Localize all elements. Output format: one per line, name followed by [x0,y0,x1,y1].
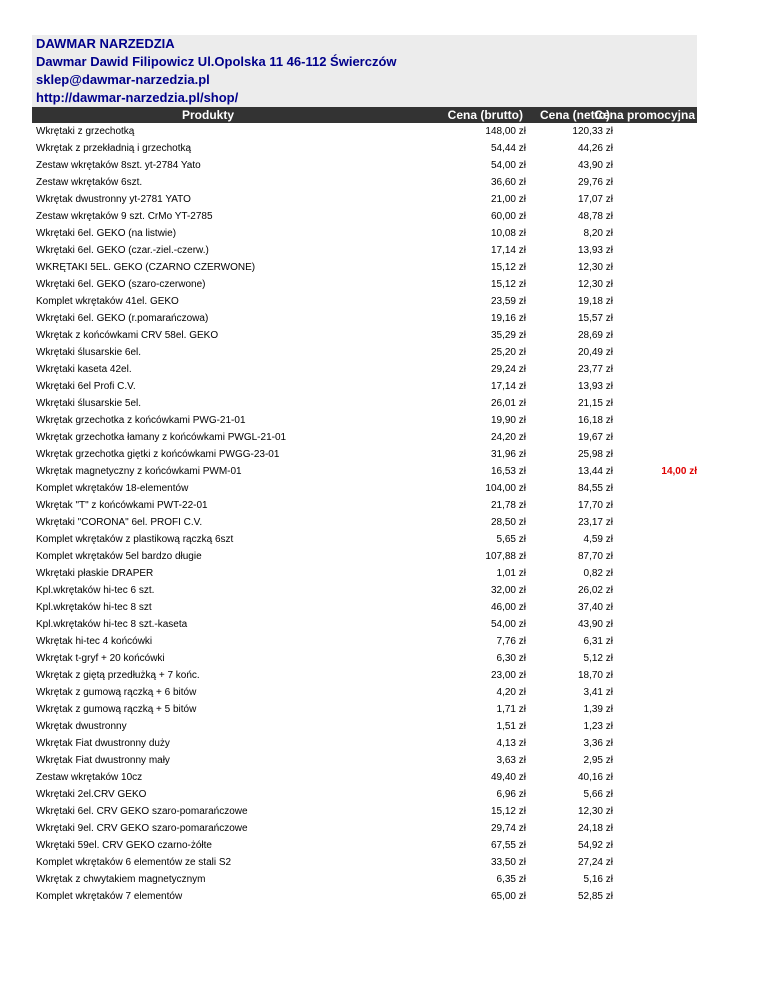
price-netto: 12,30 zł [577,279,613,290]
company-url-link[interactable]: http://dawmar-narzedzia.pl/shop/ [36,90,239,105]
product-name: Wkrętak z gumową rączką + 6 bitów [36,687,197,698]
price-netto: 6,31 zł [583,636,613,647]
table-row [32,379,697,396]
product-name: Wkrętak hi-tec 4 końcówki [36,636,153,647]
product-name: Kpl.wkrętaków hi-tec 6 szt. [36,585,155,596]
price-brutto: 6,30 zł [496,653,526,664]
price-netto: 23,77 zł [577,364,613,375]
product-name: Wkrętaki z grzechotką [36,126,135,137]
company-name-bar [32,35,697,53]
price-brutto: 65,00 zł [490,891,526,902]
table-row [32,294,697,311]
table-row [32,651,697,668]
product-name: Wkrętak grzechotka łamany z końcówkami PWGL-21-01 [36,432,287,443]
table-row [32,872,697,889]
table-row [32,430,697,447]
table-row [32,753,697,770]
price-brutto: 21,78 zł [490,500,526,511]
price-brutto: 54,00 zł [490,160,526,171]
product-name: Wkrętak z przekładnią i grzechotką [36,143,192,154]
table-row [32,175,697,192]
price-netto: 1,23 zł [583,721,613,732]
product-name: Wkrętaki kaseta 42el. [36,364,132,375]
price-brutto: 36,60 zł [490,177,526,188]
price-brutto: 35,29 zł [490,330,526,341]
price-netto: 37,40 zł [577,602,613,613]
price-brutto: 4,13 zł [496,738,526,749]
product-name: Wkrętak magnetyczny z końcówkami PWM-01 [36,466,242,477]
price-brutto: 6,96 zł [496,789,526,800]
product-name: Wkrętaki 9el. CRV GEKO szaro-pomarańczowe [36,823,248,834]
table-row [32,311,697,328]
price-brutto: 26,01 zł [490,398,526,409]
email-bar [32,71,697,89]
price-netto: 4,59 zł [583,534,613,545]
column-header-promo: Cena promocyjna [594,108,695,122]
table-row [32,600,697,617]
product-name: Wkrętaki "CORONA" 6el. PROFI C.V. [36,517,203,528]
price-netto: 13,44 zł [577,466,613,477]
price-netto: 120,33 zł [572,126,613,137]
price-brutto: 3,63 zł [496,755,526,766]
table-row [32,464,697,481]
table-row [32,243,697,260]
price-netto: 19,67 zł [577,432,613,443]
price-netto: 44,26 zł [577,143,613,154]
price-brutto: 29,24 zł [490,364,526,375]
price-netto: 16,18 zł [577,415,613,426]
price-brutto: 60,00 zł [490,211,526,222]
price-netto: 48,78 zł [577,211,613,222]
price-brutto: 25,20 zł [490,347,526,358]
column-header-product: Produkty [182,108,235,122]
price-netto: 21,15 zł [577,398,613,409]
table-row [32,719,697,736]
product-name: Komplet wkrętaków 7 elementów [36,891,183,902]
price-brutto: 19,90 zł [490,415,526,426]
table-row [32,566,697,583]
price-netto: 19,18 zł [577,296,613,307]
price-brutto: 15,12 zł [490,806,526,817]
table-row [32,668,697,685]
price-netto: 3,41 zł [583,687,613,698]
table-row [32,804,697,821]
price-brutto: 6,35 zł [496,874,526,885]
price-netto: 28,69 zł [577,330,613,341]
table-row [32,328,697,345]
price-netto: 43,90 zł [577,160,613,171]
product-name: WKRĘTAKI 5EL. GEKO (CZARNO CZERWONE) [36,262,256,273]
table-row [32,685,697,702]
price-brutto: 148,00 zł [485,126,526,137]
price-brutto: 54,00 zł [490,619,526,630]
product-name: Wkrętak z chwytakiem magnetycznym [36,874,206,885]
product-name: Wkrętak dwustronny yt-2781 YATO [36,194,191,205]
price-netto: 25,98 zł [577,449,613,460]
price-netto: 87,70 zł [577,551,613,562]
price-brutto: 67,55 zł [490,840,526,851]
table-row [32,498,697,515]
table-row [32,583,697,600]
table-row [32,209,697,226]
product-name: Kpl.wkrętaków hi-tec 8 szt [36,602,152,613]
table-row [32,821,697,838]
price-netto: 13,93 zł [577,245,613,256]
table-row [32,362,697,379]
price-brutto: 7,76 zł [496,636,526,647]
price-brutto: 33,50 zł [490,857,526,868]
price-brutto: 15,12 zł [490,279,526,290]
price-netto: 12,30 zł [577,806,613,817]
price-netto: 84,55 zł [577,483,613,494]
price-netto: 24,18 zł [577,823,613,834]
table-row [32,770,697,787]
table-row [32,260,697,277]
price-brutto: 54,44 zł [490,143,526,154]
product-name: Zestaw wkrętaków 9 szt. CrMo YT-2785 [36,211,213,222]
table-row [32,192,697,209]
price-brutto: 104,00 zł [485,483,526,494]
table-header [32,107,697,123]
price-brutto: 4,20 zł [496,687,526,698]
product-name: Zestaw wkrętaków 8szt. yt-2784 Yato [36,160,201,171]
product-name: Wkrętaki płaskie DRAPER [36,568,154,579]
product-name: Wkrętak grzechotka z końcówkami PWG-21-01 [36,415,246,426]
price-brutto: 28,50 zł [490,517,526,528]
product-name: Wkrętak z gumową rączką + 5 bitów [36,704,197,715]
price-brutto: 5,65 zł [496,534,526,545]
table-row [32,141,697,158]
product-name: Wkrętaki 6el. GEKO (na listwie) [36,228,177,239]
company-name: DAWMAR NARZEDZIA [36,36,175,51]
price-brutto: 31,96 zł [490,449,526,460]
price-brutto: 19,16 zł [490,313,526,324]
price-netto: 12,30 zł [577,262,613,273]
table-row [32,549,697,566]
company-email-link[interactable]: sklep@dawmar-narzedzia.pl [36,72,210,87]
product-name: Wkrętak "T" z końcówkami PWT-22-01 [36,500,208,511]
product-name: Wkrętak grzechotka giętki z końcówkami PWGG-23-01 [36,449,280,460]
price-netto: 3,36 zł [583,738,613,749]
price-netto: 15,57 zł [577,313,613,324]
table-row [32,124,697,141]
table-row [32,226,697,243]
product-name: Wkrętaki 6el. GEKO (szaro-czerwone) [36,279,206,290]
price-netto: 18,70 zł [577,670,613,681]
price-brutto: 15,12 zł [490,262,526,273]
price-netto: 54,92 zł [577,840,613,851]
column-header-netto: Cena (netto) [540,108,610,122]
table-row [32,277,697,294]
product-name: Wkrętaki 6el. GEKO (czar.-ziel.-czerw.) [36,245,209,256]
price-brutto: 107,88 zł [485,551,526,562]
table-row [32,515,697,532]
url-bar [32,89,697,107]
product-name: Wkrętak Fiat dwustronny duży [36,738,170,749]
product-name: Komplet wkrętaków 5el bardzo długie [36,551,202,562]
price-brutto: 46,00 zł [490,602,526,613]
product-name: Komplet wkrętaków 6 elementów ze stali S2 [36,857,232,868]
table-row [32,889,697,906]
table-row [32,532,697,549]
price-netto: 8,20 zł [583,228,613,239]
product-name: Zestaw wkrętaków 6szt. [36,177,143,188]
price-netto: 26,02 zł [577,585,613,596]
table-row [32,158,697,175]
price-netto: 2,95 zł [583,755,613,766]
product-name: Wkrętaki 59el. CRV GEKO czarno-żółte [36,840,212,851]
price-brutto: 23,00 zł [490,670,526,681]
price-promo: 14,00 zł [661,466,697,477]
price-netto: 0,82 zł [583,568,613,579]
table-row [32,634,697,651]
company-address: Dawmar Dawid Filipowicz Ul.Opolska 11 46-112 Świerczów [36,54,397,69]
price-netto: 5,12 zł [583,653,613,664]
product-name: Wkrętak dwustronny [36,721,127,732]
product-name: Kpl.wkrętaków hi-tec 8 szt.-kaseta [36,619,188,630]
table-row [32,396,697,413]
price-brutto: 32,00 zł [490,585,526,596]
price-brutto: 17,14 zł [490,245,526,256]
price-netto: 5,16 zł [583,874,613,885]
price-netto: 43,90 zł [577,619,613,630]
product-name: Wkrętaki 6el. CRV GEKO szaro-pomarańczowe [36,806,248,817]
product-table-body [32,124,697,906]
price-brutto: 21,00 zł [490,194,526,205]
price-brutto: 49,40 zł [490,772,526,783]
price-brutto: 23,59 zł [490,296,526,307]
table-row [32,413,697,430]
table-row [32,617,697,634]
product-name: Komplet wkrętaków 18-elementów [36,483,189,494]
table-row [32,736,697,753]
price-netto: 5,66 zł [583,789,613,800]
product-name: Wkrętak z końcówkami CRV 58el. GEKO [36,330,219,341]
price-brutto: 1,71 zł [496,704,526,715]
table-row [32,345,697,362]
product-name: Wkrętaki ślusarskie 5el. [36,398,142,409]
price-brutto: 1,51 zł [496,721,526,732]
product-name: Wkrętaki 6el Profi C.V. [36,381,136,392]
price-brutto: 1,01 zł [496,568,526,579]
table-row [32,702,697,719]
product-name: Wkrętak Fiat dwustronny mały [36,755,170,766]
price-netto: 20,49 zł [577,347,613,358]
price-netto: 1,39 zł [583,704,613,715]
table-row [32,481,697,498]
price-netto: 17,70 zł [577,500,613,511]
table-row [32,447,697,464]
product-name: Wkrętak t-gryf + 20 końcówki [36,653,165,664]
product-name: Komplet wkrętaków 41el. GEKO [36,296,179,307]
price-brutto: 24,20 zł [490,432,526,443]
product-name: Wkrętak z giętą przedłużką + 7 końc. [36,670,200,681]
price-brutto: 16,53 zł [490,466,526,477]
address-bar [32,53,697,71]
product-name: Wkrętaki 6el. GEKO (r.pomarańczowa) [36,313,209,324]
product-name: Wkrętaki 2el.CRV GEKO [36,789,147,800]
column-header-brutto: Cena (brutto) [447,108,523,122]
price-netto: 27,24 zł [577,857,613,868]
product-name: Zestaw wkrętaków 10cz [36,772,143,783]
price-netto: 40,16 zł [577,772,613,783]
price-netto: 23,17 zł [577,517,613,528]
price-netto: 29,76 zł [577,177,613,188]
table-row [32,838,697,855]
product-name: Komplet wkrętaków z plastikową rączką 6szt [36,534,234,545]
price-netto: 52,85 zł [577,891,613,902]
table-row [32,787,697,804]
price-brutto: 17,14 zł [490,381,526,392]
price-netto: 17,07 zł [577,194,613,205]
price-brutto: 10,08 zł [490,228,526,239]
table-row [32,855,697,872]
product-name: Wkrętaki ślusarskie 6el. [36,347,142,358]
price-brutto: 29,74 zł [490,823,526,834]
price-netto: 13,93 zł [577,381,613,392]
